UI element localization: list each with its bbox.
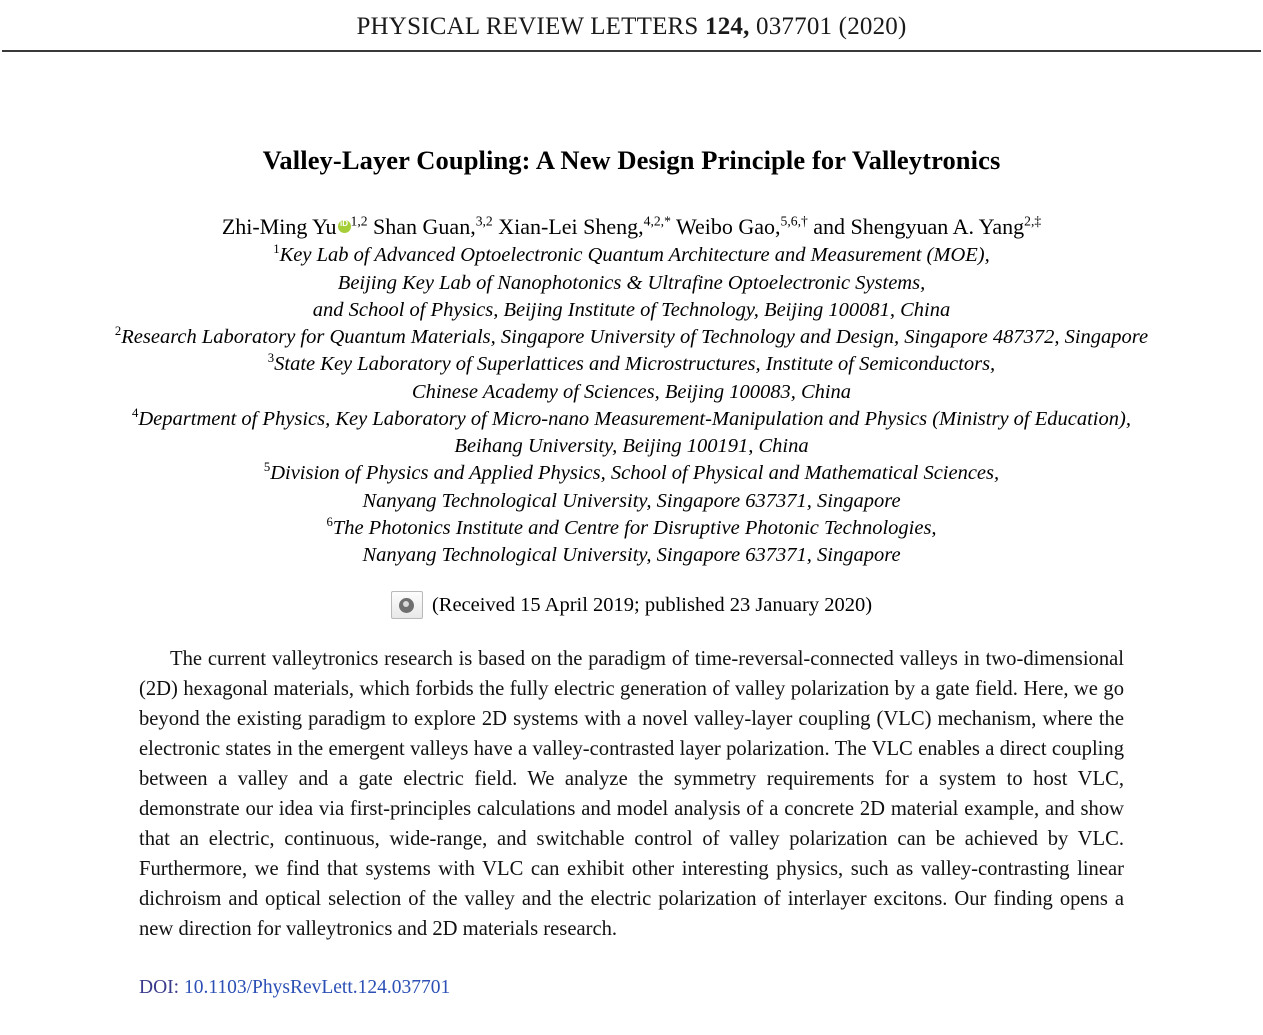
abstract-text: The current valleytronics research is based on the paradigm of time-reversal-connected valleys in two-dimensional (2D) hexagonal materials, which forbids the fully electric generation of valley polarization by a gate field. Here, we go beyond the existing paradigm to explore 2D systems with a novel valley-layer coupling (VLC) mechanism, where the electronic states in the emergent valleys have a valley-contrasted layer polarization. The VLC enables a direct coupling between a valley and a gate electric field. We analyze the symmetry requirements for a system to host VLC, demonstrate our idea via first-principles calculations and model analysis of a concrete 2D material example, and show that an electric, continuous, wide-range, and switchable control of valley polarization can be achieved by VLC. Furthermore, we find that systems with VLC can exhibit other interesting physics, such as valley-contrasting linear dichroism and optical selection of the valley and the electric polarization of interlayer excitons. Our finding opens a new direction for valleytronics and 2D materials research. [139, 648, 1124, 940]
affiliation-list [0, 242, 1263, 569]
journal-volume: 124, [705, 13, 750, 40]
affiliation-item: $^1$Key Lab of Advanced Optoelectronic Quantum Architecture and Measurement (MOE), [273, 242, 990, 267]
doi-link[interactable]: 10.1103/PhysRevLett.124.037701 [183, 976, 451, 998]
author-affiliation-marker-5: 2,‡ [1024, 213, 1042, 229]
crossmark-dot [399, 598, 414, 613]
affiliation-item: $^5$Division of Physics and Applied Physics, School of Physical and Mathematical Sciences, [263, 460, 1000, 485]
author-affiliation-marker-3: 4,2,* [643, 213, 671, 229]
doi-line [139, 977, 1263, 999]
affiliation-item: Beijing Key Lab of Nanophotonics & Ultrafine Optoelectronic Systems, [337, 271, 926, 294]
affiliation-item: Chinese Academy of Sciences, Beijing 100083, China [411, 380, 852, 403]
journal-article-number: 037701 (2020) [756, 13, 907, 40]
affiliation-item: $^6$The Photonics Institute and Centre for Disruptive Photonic Technologies, [326, 515, 937, 539]
author-separator-4: and Shengyuan A. Yang [807, 214, 1025, 239]
journal-header [0, 0, 1263, 41]
author-affiliation-marker-1: 1,2 [350, 213, 368, 229]
affiliation-item: $^3$State Key Laboratory of Superlattices and Microstructures, Institute of Semiconductors, [267, 351, 996, 376]
affiliation-item: $^4$Department of Physics, Key Laboratory of Micro-nano Measurement-Manipulation and Physics (Ministry of Education), [132, 406, 1131, 430]
author-separator-1: Shan Guan, [367, 214, 476, 239]
received-text: (Received 15 April 2019; published 23 January 2020) [431, 593, 873, 616]
author-name-1: Zhi-Ming Yu [221, 214, 337, 239]
doi-label: DOI: [139, 976, 180, 998]
author-affiliation-marker-2: 3,2 [475, 213, 493, 229]
header-divider [2, 50, 1261, 52]
crossmark-icon[interactable] [391, 591, 423, 619]
affiliation-item: and School of Physics, Beijing Institute of Technology, Beijing 100081, China [312, 298, 951, 321]
journal-name: PHYSICAL REVIEW LETTERS [356, 13, 699, 40]
affiliation-item: Beihang University, Beijing 100191, China [454, 435, 809, 458]
affiliation-item: Nanyang Technological University, Singapore 637371, Singapore [362, 489, 901, 512]
affiliation-item: $^2$Research Laboratory for Quantum Materials, Singapore University of Technology and Design, Singapore 487372, Singapore [114, 324, 1149, 349]
author-separator-3: Weibo Gao, [670, 214, 781, 239]
author-separator-2: Xian-Lei Sheng, [492, 214, 644, 239]
page-title: Valley-Layer Coupling: A New Design Principle for Valleytronics [262, 145, 1001, 175]
author-affiliation-marker-4: 5,6,† [780, 213, 808, 229]
received-line [0, 591, 1263, 619]
orcid-icon[interactable] [338, 220, 351, 233]
author-list [0, 214, 1263, 240]
affiliation-item: Nanyang Technological University, Singapore 637371, Singapore [362, 544, 901, 567]
